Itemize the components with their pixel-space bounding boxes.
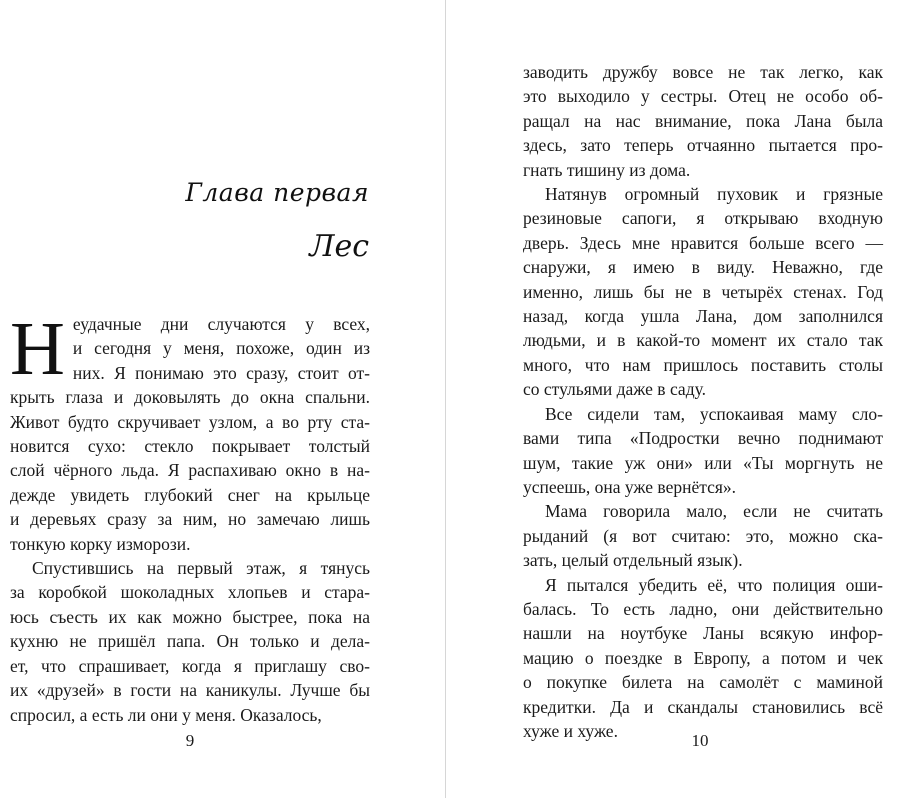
- paragraph: [523, 402, 883, 500]
- text-line: крыть глаза и доковылять до окна спальни.: [10, 387, 370, 408]
- text-line: юсь съесть их как можно быстрее, пока на: [10, 606, 370, 627]
- text-line: назад, когда ушла Лана, дом заполнился: [523, 306, 883, 327]
- text-line: мацию о поездке в Европу, а потом и чек: [523, 647, 883, 668]
- text-line: снаружи, я имею в виду. Неважно, где: [523, 257, 883, 278]
- text-line: много, что нам пришлось поставить столы: [523, 354, 883, 375]
- text-line: Живот будто скручивает узлом, а во рту ста-: [10, 411, 370, 432]
- left-page: [0, 0, 445, 798]
- right-page: [446, 0, 902, 798]
- chapter-subtitle: Лес: [309, 229, 369, 264]
- text-line: них. Я понимаю это сразу, стоит от-: [72, 362, 370, 383]
- paragraph: [10, 307, 370, 556]
- text-line: шум, такие уж они» или «Ты моргнуть не: [523, 452, 883, 473]
- paragraph: [523, 499, 883, 572]
- text-line: здесь, зато теперь отчаянно пытается про-: [523, 135, 883, 156]
- text-line: резиновые сапоги, я открываю входную: [523, 208, 883, 229]
- drop-cap: Н: [10, 307, 65, 391]
- left-page-body: [10, 307, 370, 727]
- text-line: людьми, и в какой-то момент их стало так: [523, 330, 883, 351]
- text-line: рыданий (я вот считаю: это, можно ска-: [523, 525, 883, 546]
- page-number-right: 10: [691, 731, 709, 750]
- text-line: за коробкой шоколадных хлопьев и стара-: [10, 582, 370, 603]
- paragraph: [523, 182, 883, 402]
- chapter-title: Глава первая: [185, 178, 369, 207]
- paragraph: [10, 556, 370, 727]
- text-line: ращал на нас внимание, пока Лана была: [523, 110, 883, 131]
- text-line: именно, лишь бы не в четырёх стенах. Год: [523, 281, 883, 302]
- text-line: заводить дружбу вовсе не так легко, как: [523, 62, 883, 82]
- text-line: дежде увидеть глубокий снег на крыльце: [10, 484, 370, 505]
- text-line: и деревьях сразу за ним, но замечаю лишь: [10, 509, 370, 530]
- text-line: со стульями даже в саду.: [523, 379, 706, 400]
- text-line: их «друзей» в гости на каникулы. Лучше бы: [10, 680, 370, 701]
- text-line: кредитки. Да и скандалы становились всё: [523, 696, 883, 717]
- text-line: вами типа «Подростки вечно поднимают: [523, 428, 883, 449]
- text-line: Все сидели там, успокаивая маму сло-: [545, 403, 883, 424]
- text-line: слой чёрного льда. Я распахиваю окно в на-: [10, 460, 370, 481]
- text-line: Я пытался убедить её, что полиция оши-: [545, 574, 883, 595]
- text-line: Натянув огромный пуховик и грязные: [545, 184, 883, 205]
- text-line: успеешь, она уже вернётся».: [523, 476, 737, 497]
- text-line: Спустившись на первый этаж, я тянусь: [32, 558, 370, 579]
- text-line: о покупке билета на самолёт с маминой: [523, 672, 883, 693]
- text-line: Мама говорила мало, если не считать: [545, 501, 883, 522]
- paragraph: [523, 60, 883, 182]
- text-line: спросил, а есть ли они у меня. Оказалось,: [10, 704, 322, 725]
- right-page-body: [523, 60, 883, 743]
- text-line: зать, целый отдельный язык).: [523, 550, 743, 571]
- text-line: и сегодня у меня, похоже, один из: [72, 338, 370, 359]
- text-line: гнать тишину из дома.: [523, 159, 691, 180]
- text-line: нашли на ноутбуке Ланы всякую инфор-: [523, 623, 883, 644]
- text-line: балась. То есть ладно, они действительно: [523, 598, 883, 619]
- text-line: хуже и хуже.: [523, 720, 618, 741]
- text-line: дверь. Здесь мне нравится больше всего —: [523, 232, 883, 253]
- text-line: тонкую корку изморози.: [10, 533, 191, 554]
- page-number-left: 9: [185, 731, 195, 750]
- text-line: ет, что спрашивает, когда я приглашу сво-: [10, 655, 370, 676]
- text-line: еудачные дни случаются у всех,: [72, 314, 370, 334]
- text-line: новится сухо: стекло покрывает толстый: [10, 436, 370, 457]
- text-line: это выходило у сестры. Отец не особо об-: [523, 86, 883, 107]
- paragraph: [523, 573, 883, 744]
- text-line: кухню не пришёл папа. Он только и дела-: [10, 631, 370, 652]
